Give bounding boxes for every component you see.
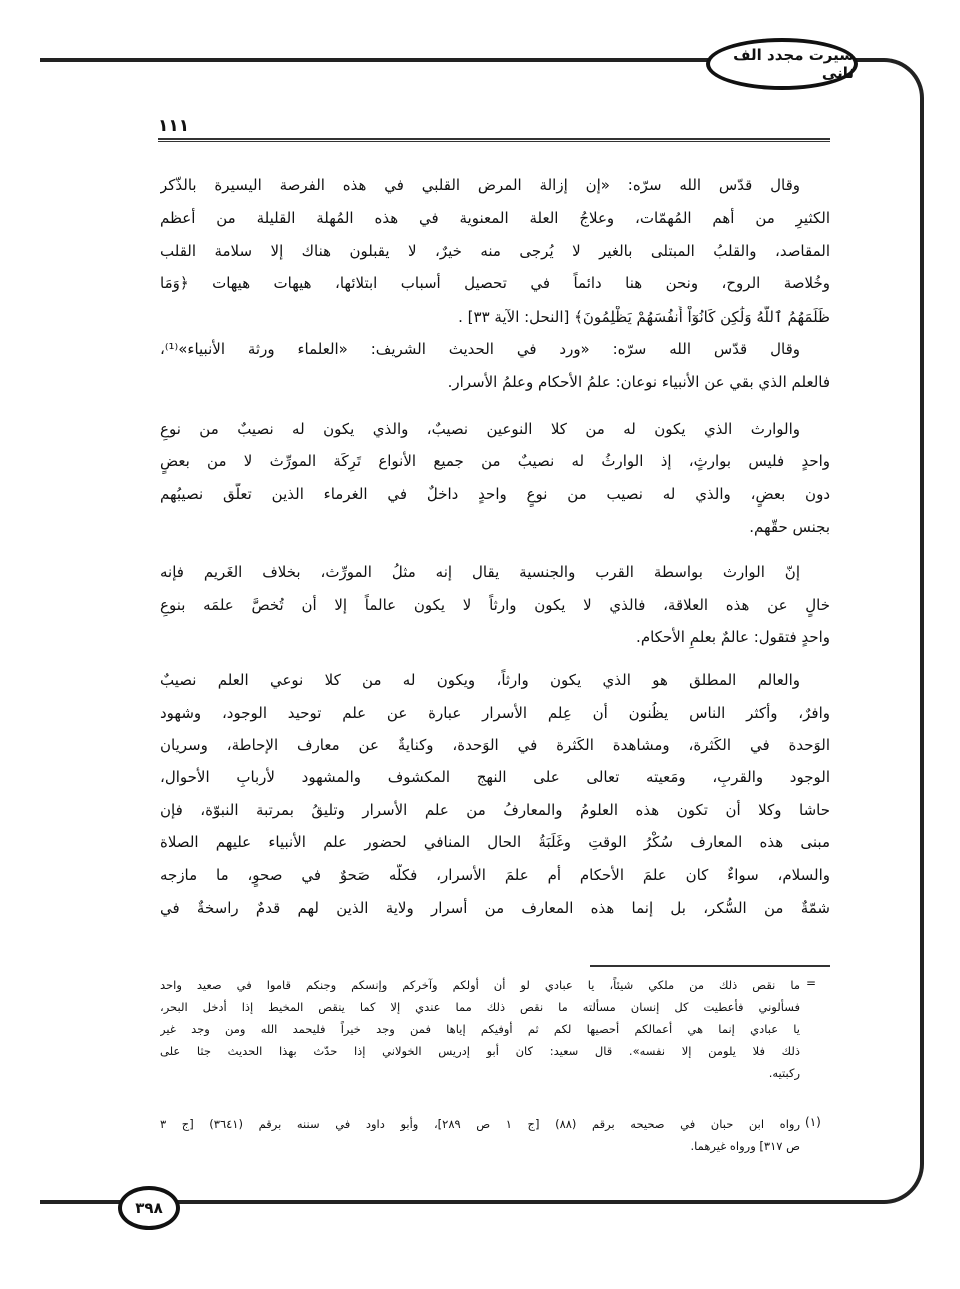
text-line: شمّةٌ من السُّكر، بل إنما هذه المعارف من أسرار ولاية الذين لهم قدمٌ راسخةٌ في — [160, 899, 830, 917]
section-number: ١١١ — [158, 116, 190, 136]
text-line: دون بعضٍ، والذي له نصيب من نوعٍ واحدٍ داخلٌ في الغرماء الذين تعلّق نصيبُهم — [160, 485, 830, 503]
text-line: وقال قدّس الله سرّه: «إن إزالة المرض القلبي في هذه الفرصة اليسيرة بالذّكر — [160, 176, 800, 194]
text-line: خالٍ عن هذه العلاقة، فالذي لا يكون وارثاً لا يكون عالماً إلا أن تُخصَّ علمَه بنوعِ — [160, 596, 830, 614]
footnote-line: فسألوني فأعطيت كل إنسان مسألته ما نقص ذلك مما عندي إلا كما ينقص المخيط إذا أدخل البحر، — [160, 1000, 800, 1014]
text-line: المقاصد، والقلبُ المبتلى بالغير لا يُرجى منه خيرٌ، لا يقبلون هناك إلا سلامة القلب — [160, 242, 830, 260]
book-title: سیرت مجدد الف ثانی — [733, 46, 854, 82]
footnote-continued-marker: = — [806, 976, 817, 990]
footnote-1-marker: (١) — [805, 1115, 821, 1129]
page-number: ٣٩٨ — [135, 1199, 163, 1217]
footnote-line: يا عبادي إنما هي أعمالكم أحصيها لكم ثم أوفيكم إياها فمن وجد خيراً فليحمد الله ومن وجد غير — [160, 1022, 800, 1036]
text-line: فالعلم الذي بقي عن الأنبياء نوعان: علمُ الأحكام وعلمُ الأسرار. — [447, 373, 830, 391]
text-line: ظَلَمَهُمُ ٱللَّهُ وَلَٰكِن كَانُوٓاْ أَنفُسَهُمْ يَظْلِمُونَ﴾ [النحل: الآية ٣٣] . — [458, 308, 830, 326]
text-line: والعالم المطلق هو الذي يكون وارثاً، ويكون له من كلا نوعي العلم نصيبٌ — [160, 671, 800, 689]
book-title-badge — [706, 38, 858, 90]
text-line: والسلام، سواءٌ كان علمَ الأحكام أم علمَ الأسرار، فكلُّه صَحوٌ في صحوٍ، ما مازجه — [160, 866, 830, 884]
text-line: واحدٍ فتقول: عالمٌ بعلمِ الأحكام. — [636, 628, 830, 646]
text-line: وقال قدّس الله سرّه: «ورد في الحديث الشريف: «العلماء ورثة الأنبياء»⁽¹⁾، — [160, 340, 800, 358]
footnote-separator — [590, 965, 830, 967]
text-line: حاشا وكلا أن تكون هذه العلومُ والمعارفُ من علم الأسرار وتليقُ بمرتبة النبوّة، فإن — [160, 801, 830, 819]
footnote-line: ركبتيه. — [768, 1066, 800, 1080]
text-line: بجنس حقّهم. — [749, 518, 830, 536]
page-number-badge — [118, 1186, 180, 1230]
text-line: الوجود والقربِ، ومَعيته تعالى على النهج المكشوف والمشهود لأربابِ الأحوال، — [160, 768, 830, 786]
text-line: وافرٌ، وأكثر الناس يظُنون أن عِلم الأسرار عبارة عن علم توحيد الوجود، وشهود — [160, 704, 830, 722]
text-line: الوَحدة في الكَثرة، ومشاهدة الكَثرة في الوَحدة، وكنايةٌ عن معارف الإحاطة، وسريان — [160, 736, 830, 754]
footnote-line: ما نقص ذلك من ملكي شيئاً، يا عبادي لو أن أولكم وآخركم وإنسكم وجنكم قاموا في صعيد واحد — [160, 978, 800, 992]
text-line: والوارث الذي يكون له من كلا النوعين نصيبٌ، والذي يكون له نصيبٌ من نوعِ — [160, 420, 800, 438]
text-line: وخُلاصة الروح، ونحن هنا دائماً في تحصيل أسباب ابتلائها، هيهات هيهات ﴿وَمَا — [160, 274, 830, 292]
footnote-line: ذلك فلا يلومن إلا نفسه». قال سعيد: كان أبو إدريس الخولاني إذا حدّث بهذا الحديث جثا على — [160, 1044, 800, 1058]
text-line: واحدٍ فليس بوارثٍ، إذ الوارثُ له نصيبٌ من جميع الأنواع تَرِكَة المورِّث لا من بعضٍ — [160, 452, 830, 470]
text-line: الكثيرِ من أهم المُهمّات، وعلاجُ العلة المعنوية في هذه المُهلة القليلة من أعظم — [160, 209, 830, 227]
text-line: إنّ الوارث بواسطة القرب والجنسية يقال إنه مثلُ المورِّث، بخلاف الغَريم فإنه — [160, 563, 800, 581]
footnote-line: ص ٣١٧] ورواه غيرهما. — [690, 1139, 800, 1153]
footnote-line: رواه ابن حبان في صحيحه برقم (٨٨) [ج ١ ص ٢٨٩]، وأبو داود في سننه برقم (٣٦٤١) [ج ٣ — [160, 1117, 800, 1131]
text-line: مبنى هذه المعارف سُكْرُ الوقتِ وغَلَبَةُ الحال المنافي لحضور علم الأنبياء عليهم الصلاة — [160, 833, 830, 851]
header-rule — [158, 138, 830, 142]
